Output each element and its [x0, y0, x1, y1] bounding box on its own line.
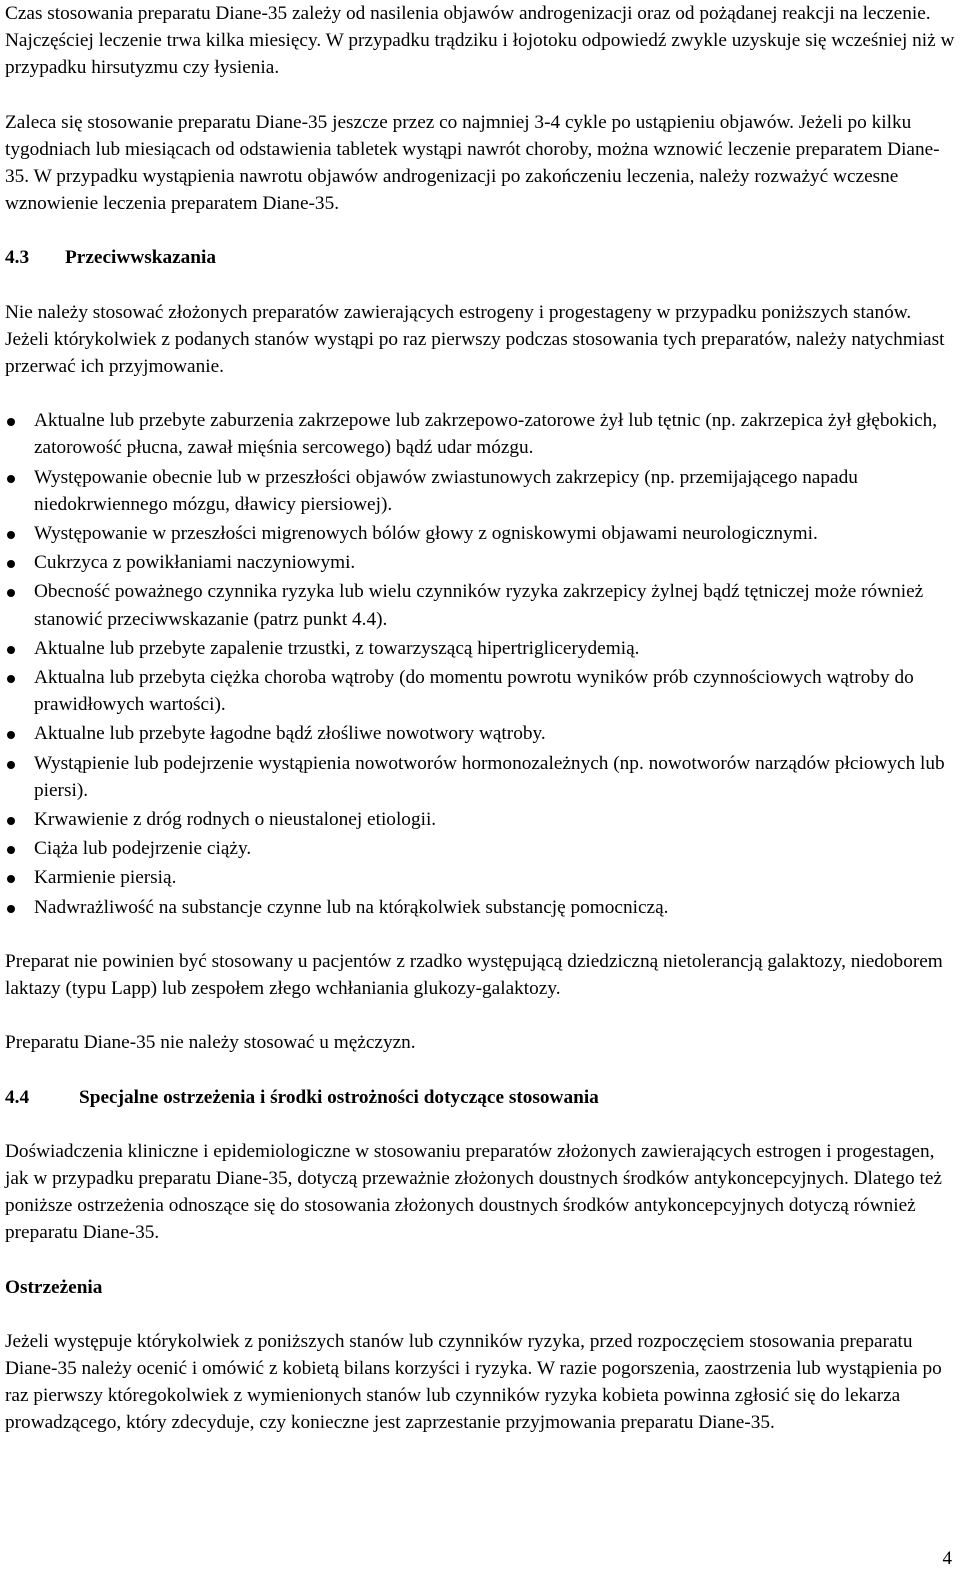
bullet-icon	[7, 875, 15, 883]
list-item	[5, 894, 955, 921]
bullet-icon	[7, 905, 15, 913]
list-item	[5, 720, 955, 747]
list-item-text: Aktualne lub przebyte zapalenie trzustki, z towarzyszącą hipertriglicerydemią.	[34, 637, 640, 659]
list-item-text: Wystąpienie lub podejrzenie wystąpienia nowotworów hormonozależnych (np. nowotworów narządów płciowych lub piersi).	[34, 752, 945, 801]
list-item	[5, 750, 955, 804]
list-item-text: Krwawienie z dróg rodnych o nieustalonej etiologii.	[34, 809, 437, 831]
section-heading-4-4	[5, 1084, 955, 1111]
list-item-text: Występowanie obecnie lub w przeszłości objawów zwiastunowych zakrzepicy (np. przemijającego napadu niedokrwiennego mózgu, dławicy piersiowej).	[34, 466, 858, 515]
bullet-icon	[7, 761, 15, 769]
bullet-icon	[7, 731, 15, 739]
list-item-text: Karmienie piersią.	[34, 867, 177, 889]
list-item	[5, 407, 955, 461]
list-item-text: Ciąża lub podejrzenie ciąży.	[34, 838, 252, 860]
bullet-icon	[7, 418, 15, 426]
paragraph-galactose: Preparat nie powinien być stosowany u pacjentów z rzadko występującą dziedziczną nietolerancją galaktozy, niedoborem laktazy (typu Lapp) lub zespołem złego wchłaniania glukozy-galaktozy.	[5, 950, 943, 1000]
list-item	[5, 464, 955, 518]
page-number: 4	[942, 1548, 952, 1569]
list-item	[5, 549, 955, 576]
document-page	[5, 0, 955, 1437]
bullet-icon	[7, 531, 15, 539]
list-item-text: Aktualne lub przebyte łagodne bądź złośliwe nowotwory wątroby.	[34, 723, 546, 745]
list-item	[5, 864, 955, 891]
section-number: 4.4	[5, 1086, 30, 1108]
paragraph-men: Preparatu Diane-35 nie należy stosować u mężczyzn.	[5, 1032, 416, 1054]
paragraph-warnings-intro: Doświadczenia kliniczne i epidemiologiczne w stosowaniu preparatów złożonych zawierających estrogen i progestagen, jak w przypadku preparatu Diane-35, dotyczą przeważnie złożonych doustnych środków antykoncepcyjnych. Dlatego też poniższe ostrzeżenia odnoszące się do stosowania złożonych doustnych środków antykoncepcyjnych dotyczą również preparatu Diane-35.	[5, 1140, 942, 1244]
bullet-icon	[7, 817, 15, 825]
warnings-heading: Ostrzeżenia	[5, 1276, 103, 1298]
section-number: 4.3	[5, 247, 30, 269]
list-item	[5, 520, 955, 547]
section-title: Przeciwwskazania	[65, 247, 217, 269]
list-item	[5, 664, 955, 718]
list-item	[5, 806, 955, 833]
bullet-icon	[7, 589, 15, 597]
list-item-text: Cukrzyca z powikłaniami naczyniowymi.	[34, 552, 356, 574]
paragraph-warnings: Jeżeli występuje którykolwiek z poniższych stanów lub czynników ryzyka, przed rozpoczęciem stosowania preparatu Diane-35 należy ocenić i omówić z kobietą bilans korzyści i ryzyka. W razie pogorszenia, zaostrzenia lub wystąpienia po raz pierwszy któregokolwiek z wymienionych stanów lub czynników ryzyka kobieta powinna zgłosić się do lekarza prowadzącego, który zdecyduje, czy konieczne jest zaprzestanie przyjmowania preparatu Diane-35.	[5, 1330, 942, 1434]
bullet-icon	[7, 675, 15, 683]
list-item-text: Aktualne lub przebyte zaburzenia zakrzepowe lub zakrzepowo-zatorowe żył lub tętnic (np. zakrzepica żył głębokich, zatorowość płucna, zawał mięśnia sercowego) bądź udar mózgu.	[34, 410, 938, 459]
list-item	[5, 578, 955, 632]
paragraph-contraindications-intro: Nie należy stosować złożonych preparatów zawierających estrogeny i progestageny w przypadku poniższych stanów. Jeżeli którykolwiek z podanych stanów wystąpi po raz pierwszy podczas stosowania tych preparatów, należy natychmiast przerwać ich przyjmowanie.	[5, 301, 945, 378]
contraindications-list	[5, 407, 955, 921]
section-title: Specjalne ostrzeżenia i środki ostrożności dotyczące stosowania	[79, 1086, 599, 1108]
bullet-icon	[7, 560, 15, 568]
list-item	[5, 635, 955, 662]
bullet-icon	[7, 475, 15, 483]
list-item-text: Obecność poważnego czynnika ryzyka lub wielu czynników ryzyka zakrzepicy żylnej bądź tętniczej może również stanowić przeciwwskazanie (patrz punkt 4.4).	[34, 581, 924, 630]
list-item-text: Nadwrażliwość na substancje czynne lub na którąkolwiek substancję pomocniczą.	[34, 896, 669, 918]
list-item-text: Aktualna lub przebyta ciężka choroba wątroby (do momentu powrotu wyników prób czynnościowych wątroby do prawidłowych wartości).	[34, 667, 914, 716]
list-item	[5, 835, 955, 862]
section-heading-4-3	[5, 244, 955, 271]
paragraph-continuation: Zaleca się stosowanie preparatu Diane-35 jeszcze przez co najmniej 3-4 cykle po ustąpieniu objawów. Jeżeli po kilku tygodniach lub miesiącach od odstawienia tabletek wystąpi nawrót choroby, można wznowić leczenie preparatem Diane-35. W przypadku wystąpienia nawrotu objawów androgenizacji po zakończeniu leczenia, należy rozważyć wczesne wznowienie leczenia preparatem Diane-35.	[5, 111, 940, 215]
bullet-icon	[7, 846, 15, 854]
paragraph-treatment-duration: Czas stosowania preparatu Diane-35 zależy od nasilenia objawów androgenizacji oraz od pożądanej reakcji na leczenie. Najczęściej leczenie trwa kilka miesięcy. W przypadku trądziku i łojotoku odpowiedź zwykle uzyskuje się wcześniej niż w przypadku hirsutyzmu czy łysienia.	[5, 3, 955, 79]
bullet-icon	[7, 646, 15, 654]
list-item-text: Występowanie w przeszłości migrenowych bólów głowy z ogniskowymi objawami neurologicznymi.	[34, 523, 818, 545]
